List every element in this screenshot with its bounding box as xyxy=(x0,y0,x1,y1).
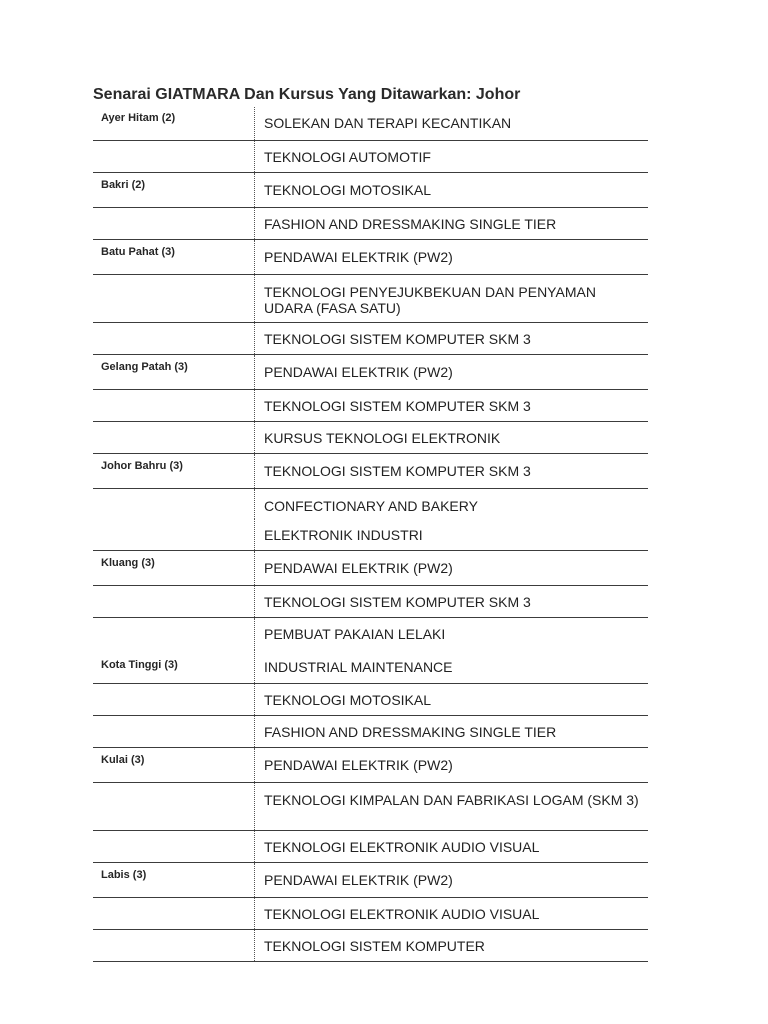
location-cell xyxy=(93,650,255,683)
course-cell xyxy=(255,390,648,421)
table-row xyxy=(93,240,648,275)
table-row xyxy=(93,716,648,748)
course-name: INDUSTRIAL MAINTENANCE xyxy=(264,659,453,675)
course-cell xyxy=(255,551,648,585)
table-row xyxy=(93,898,648,930)
course-name: TEKNOLOGI KIMPALAN DAN FABRIKASI LOGAM (SKM 3) xyxy=(264,792,639,808)
course-name: CONFECTIONARY AND BAKERY xyxy=(264,498,478,514)
table-row xyxy=(93,831,648,863)
location-cell xyxy=(93,141,255,172)
course-name: TEKNOLOGI SISTEM KOMPUTER SKM 3 xyxy=(264,463,531,479)
location-label: Gelang Patah (3) xyxy=(101,361,188,373)
course-name: TEKNOLOGI AUTOMOTIF xyxy=(264,149,431,165)
table-row xyxy=(93,323,648,355)
location-cell xyxy=(93,240,255,274)
course-cell xyxy=(255,173,648,207)
course-name: TEKNOLOGI SISTEM KOMPUTER SKM 3 xyxy=(264,398,531,414)
table-row xyxy=(93,355,648,390)
table-row xyxy=(93,618,648,650)
course-cell xyxy=(255,208,648,239)
course-cell xyxy=(255,863,648,897)
course-cell xyxy=(255,355,648,389)
location-label: Ayer Hitam (2) xyxy=(101,112,176,124)
course-name: KURSUS TEKNOLOGI ELEKTRONIK xyxy=(264,430,501,446)
course-cell xyxy=(255,454,648,488)
course-cell xyxy=(255,275,648,322)
page-title: Senarai GIATMARA Dan Kursus Yang Ditawarkan: Johor xyxy=(93,86,521,103)
location-label: Batu Pahat (3) xyxy=(101,246,175,258)
course-name: TEKNOLOGI SISTEM KOMPUTER xyxy=(264,938,485,954)
location-cell xyxy=(93,107,255,140)
course-cell xyxy=(255,141,648,172)
course-cell xyxy=(255,586,648,617)
location-label: Johor Bahru (3) xyxy=(101,460,183,472)
course-name: TEKNOLOGI ELEKTRONIK AUDIO VISUAL xyxy=(264,839,540,855)
location-cell xyxy=(93,684,255,715)
table-row xyxy=(93,489,648,519)
location-label: Kota Tinggi (3) xyxy=(101,659,178,671)
course-cell xyxy=(255,107,648,140)
table-row xyxy=(93,422,648,454)
location-cell xyxy=(93,551,255,585)
location-cell xyxy=(93,275,255,322)
location-label: Kluang (3) xyxy=(101,557,155,569)
course-cell xyxy=(255,650,648,683)
location-cell xyxy=(93,355,255,389)
course-cell xyxy=(255,831,648,862)
course-cell xyxy=(255,240,648,274)
table-row xyxy=(93,930,648,962)
table-row xyxy=(93,454,648,489)
course-name: TEKNOLOGI ELEKTRONIK AUDIO VISUAL xyxy=(264,906,540,922)
location-label: Labis (3) xyxy=(101,869,147,881)
course-name: PENDAWAI ELEKTRIK (PW2) xyxy=(264,872,453,888)
course-cell xyxy=(255,748,648,782)
table-row xyxy=(93,107,648,141)
location-cell xyxy=(93,519,255,550)
course-cell xyxy=(255,618,648,650)
location-cell xyxy=(93,422,255,453)
course-name: TEKNOLOGI MOTOSIKAL xyxy=(264,692,432,708)
course-name: SOLEKAN DAN TERAPI KECANTIKAN xyxy=(264,115,512,131)
location-cell xyxy=(93,173,255,207)
course-name: FASHION AND DRESSMAKING SINGLE TIER xyxy=(264,216,557,232)
location-cell xyxy=(93,618,255,650)
course-cell xyxy=(255,489,648,519)
course-name: TEKNOLOGI SISTEM KOMPUTER SKM 3 xyxy=(264,594,531,610)
course-cell xyxy=(255,930,648,961)
course-name: PENDAWAI ELEKTRIK (PW2) xyxy=(264,757,453,773)
location-cell xyxy=(93,898,255,929)
course-cell xyxy=(255,323,648,354)
location-label: Kulai (3) xyxy=(101,754,145,766)
table-row xyxy=(93,275,648,323)
location-cell xyxy=(93,863,255,897)
table-row xyxy=(93,390,648,422)
course-cell xyxy=(255,684,648,715)
course-name: FASHION AND DRESSMAKING SINGLE TIER xyxy=(264,724,557,740)
course-name: TEKNOLOGI MOTOSIKAL xyxy=(264,182,432,198)
location-cell xyxy=(93,783,255,830)
location-label: Bakri (2) xyxy=(101,179,146,191)
table-row xyxy=(93,586,648,618)
location-cell xyxy=(93,930,255,961)
table-row xyxy=(93,863,648,898)
table-row xyxy=(93,748,648,783)
course-cell xyxy=(255,898,648,929)
table-row xyxy=(93,551,648,586)
course-name: PENDAWAI ELEKTRIK (PW2) xyxy=(264,560,453,576)
table-row xyxy=(93,684,648,716)
table-row xyxy=(93,519,648,551)
table-row xyxy=(93,208,648,240)
course-name: PENDAWAI ELEKTRIK (PW2) xyxy=(264,364,453,380)
course-name: PEMBUAT PAKAIAN LELAKI xyxy=(264,626,446,642)
course-table xyxy=(93,107,648,962)
location-cell xyxy=(93,716,255,747)
location-cell xyxy=(93,323,255,354)
location-cell xyxy=(93,831,255,862)
location-cell xyxy=(93,454,255,488)
table-row xyxy=(93,141,648,173)
table-row xyxy=(93,173,648,208)
location-cell xyxy=(93,489,255,519)
course-name: TEKNOLOGI PENYEJUKBEKUAN DAN PENYAMAN UDARA (FASA SATU) xyxy=(264,284,596,316)
course-cell xyxy=(255,716,648,747)
location-cell xyxy=(93,390,255,421)
location-cell xyxy=(93,586,255,617)
course-cell xyxy=(255,519,648,550)
table-row xyxy=(93,783,648,831)
table-row xyxy=(93,650,648,684)
course-cell xyxy=(255,783,648,830)
course-name: TEKNOLOGI SISTEM KOMPUTER SKM 3 xyxy=(264,331,531,347)
course-name: ELEKTRONIK INDUSTRI xyxy=(264,527,423,543)
location-cell xyxy=(93,748,255,782)
course-cell xyxy=(255,422,648,453)
course-name: PENDAWAI ELEKTRIK (PW2) xyxy=(264,249,453,265)
location-cell xyxy=(93,208,255,239)
